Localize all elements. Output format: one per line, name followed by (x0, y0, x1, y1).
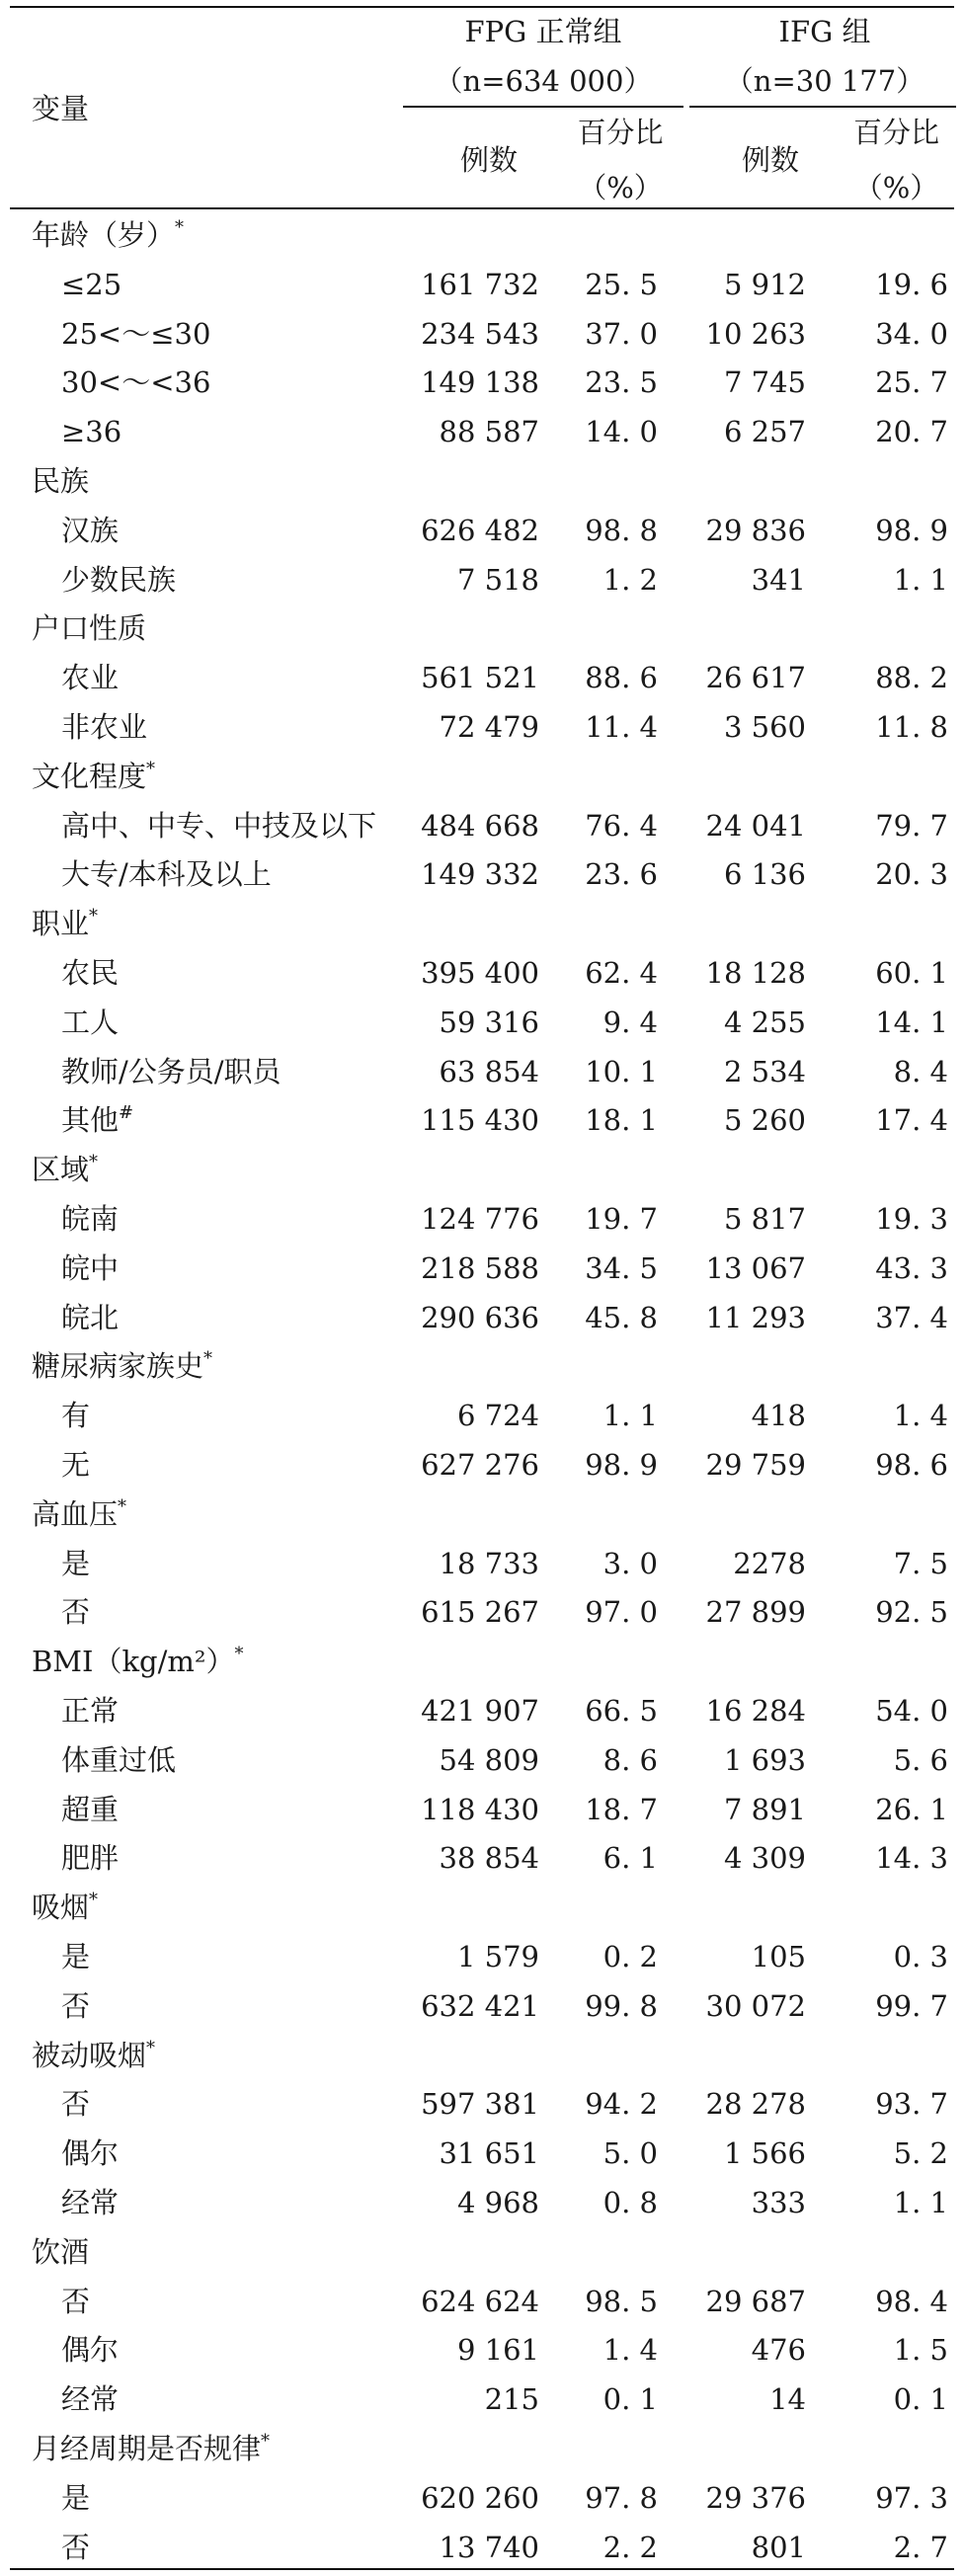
count-cell-ifg: 5 817 (723, 1202, 806, 1236)
header-bottom-rule (10, 207, 954, 209)
count-cell-ifg: 29 836 (705, 514, 806, 547)
row-sublabel (61, 260, 121, 309)
percent-cell-fpg: 98. 5 (585, 2285, 658, 2318)
row-sublabel (61, 849, 272, 899)
row-label-text: 汉族 (61, 514, 120, 547)
percent-cell-fpg: 66. 5 (585, 1694, 658, 1728)
row-label-text: 偶尔 (61, 2333, 120, 2367)
percent-cell-fpg: 62. 4 (585, 956, 658, 990)
row-label-text: 正常 (61, 1694, 120, 1728)
percent-cell-ifg: 1. 1 (893, 563, 948, 597)
row-sublabel (61, 653, 119, 702)
percent-cell-fpg: 23. 5 (585, 365, 658, 399)
significance-mark: * (234, 1644, 244, 1664)
percent-cell-ifg: 98. 6 (875, 1448, 948, 1482)
count-cell-fpg: 59 316 (439, 1006, 539, 1039)
row-sublabel (61, 1833, 119, 1883)
count-cell-fpg: 54 809 (439, 1743, 539, 1777)
row-sublabel (61, 1244, 119, 1293)
percent-cell-fpg: 98. 8 (585, 514, 658, 547)
row-group-label (32, 1341, 212, 1391)
row-group-label (32, 2424, 270, 2473)
count-cell-ifg: 28 278 (705, 2087, 806, 2121)
row-sublabel (61, 1391, 90, 1440)
percent-cell-fpg: 1. 4 (602, 2333, 658, 2367)
row-label-text: 经常 (61, 2186, 120, 2219)
row-group-label (32, 1637, 244, 1686)
count-cell-ifg: 1 566 (723, 2136, 806, 2170)
percent-cell-ifg: 92. 5 (875, 1595, 948, 1629)
count-cell-ifg: 11 293 (705, 1301, 806, 1334)
count-cell-ifg: 2 534 (723, 1055, 806, 1088)
percent-cell-ifg: 5. 2 (893, 2136, 948, 2170)
row-sublabel (61, 1440, 90, 1489)
row-sublabel (61, 2079, 90, 2129)
count-cell-ifg: 29 759 (705, 1448, 806, 1482)
row-label-text: ≥36 (61, 415, 122, 448)
row-sublabel (61, 801, 376, 850)
count-cell-fpg: 1 579 (456, 1940, 539, 1973)
percent-cell-fpg: 0. 8 (602, 2186, 658, 2219)
row-label-text: 否 (61, 2531, 91, 2564)
count-cell-ifg: 10 263 (705, 317, 806, 351)
percent-cell-ifg: 25. 7 (875, 365, 948, 399)
percent-cell-ifg: 8. 4 (893, 1055, 948, 1088)
count-cell-ifg: 6 136 (723, 857, 806, 891)
percent-cell-fpg: 99. 8 (585, 1989, 658, 2023)
percent-cell-ifg: 0. 3 (893, 1940, 948, 1973)
row-group-label (32, 2031, 155, 2080)
row-group-label (32, 899, 98, 948)
table-top-rule (10, 6, 954, 8)
row-group-label (32, 752, 155, 801)
header-group1-title: FPG 正常组 (464, 15, 622, 48)
count-cell-fpg: 234 543 (421, 317, 539, 351)
header-pct-2-line2: （%） (853, 171, 939, 204)
count-cell-fpg: 63 854 (439, 1055, 539, 1088)
percent-cell-ifg: 1. 1 (893, 2186, 948, 2219)
percent-cell-ifg: 19. 6 (875, 268, 948, 301)
count-cell-fpg: 290 636 (421, 1301, 539, 1334)
count-cell-ifg: 801 (751, 2531, 806, 2564)
header-count-2: 例数 (741, 143, 799, 177)
row-label-text: 皖中 (61, 1251, 120, 1285)
row-group-label (32, 1145, 98, 1194)
count-cell-fpg: 4 968 (456, 2186, 539, 2219)
percent-cell-ifg: 0. 1 (893, 2382, 948, 2416)
percent-cell-fpg: 0. 2 (602, 1940, 658, 1973)
row-label-text: 高中、中专、中技及以下 (61, 809, 377, 843)
significance-mark: * (261, 2431, 271, 2452)
row-label-text: 糖尿病家族史 (32, 1349, 204, 1383)
row-label-text: ≤25 (61, 268, 122, 301)
significance-mark: * (146, 759, 156, 779)
count-cell-ifg: 29 376 (705, 2481, 806, 2515)
row-sublabel (61, 555, 176, 604)
percent-cell-ifg: 20. 7 (875, 415, 948, 448)
row-sublabel (61, 407, 121, 456)
row-label-text: 无 (61, 1448, 91, 1482)
row-label-text: 皖北 (61, 1301, 120, 1334)
row-label-text: 是 (61, 2481, 91, 2515)
percent-cell-fpg: 25. 5 (585, 268, 658, 301)
count-cell-ifg: 2278 (733, 1547, 806, 1580)
header-pct-2-line1: 百分比 (852, 116, 939, 149)
percent-cell-ifg: 14. 1 (875, 1006, 948, 1039)
row-label-text: 超重 (61, 1793, 120, 1826)
row-label-text: 区域 (32, 1153, 90, 1186)
percent-cell-ifg: 5. 6 (893, 1743, 948, 1777)
count-cell-fpg: 615 267 (421, 1595, 539, 1629)
percent-cell-ifg: 60. 1 (875, 956, 948, 990)
percent-cell-fpg: 97. 8 (585, 2481, 658, 2515)
count-cell-ifg: 27 899 (705, 1595, 806, 1629)
significance-mark: * (89, 1152, 99, 1172)
row-sublabel (61, 1735, 176, 1785)
count-cell-fpg: 561 521 (421, 661, 539, 694)
percent-cell-ifg: 79. 7 (875, 809, 948, 843)
count-cell-ifg: 18 128 (705, 956, 806, 990)
header-variable: 变量 (32, 92, 90, 125)
count-cell-fpg: 149 332 (421, 857, 539, 891)
count-cell-fpg: 31 651 (439, 2136, 539, 2170)
count-cell-fpg: 124 776 (421, 1202, 539, 1236)
row-group-label (32, 1883, 98, 1932)
header-pct-1-line2: （%） (578, 171, 663, 204)
row-sublabel (61, 2178, 119, 2227)
significance-mark: # (119, 1102, 134, 1123)
row-label-text: 农业 (61, 661, 120, 694)
count-cell-fpg: 118 430 (421, 1793, 539, 1826)
percent-cell-fpg: 34. 5 (585, 1251, 658, 1285)
percent-cell-ifg: 11. 8 (875, 710, 948, 744)
percent-cell-fpg: 10. 1 (585, 1055, 658, 1088)
row-label-text: 体重过低 (61, 1743, 177, 1777)
count-cell-ifg: 476 (751, 2333, 806, 2367)
percent-cell-ifg: 19. 3 (875, 1202, 948, 1236)
row-sublabel (61, 309, 210, 359)
row-label-text: 吸烟 (32, 1891, 90, 1924)
significance-mark: * (118, 1496, 127, 1517)
row-label-text: 30<～<36 (61, 365, 211, 399)
row-label-text: 高血压 (32, 1497, 119, 1531)
percent-cell-fpg: 37. 0 (585, 317, 658, 351)
row-sublabel (61, 2325, 119, 2375)
count-cell-ifg: 333 (751, 2186, 806, 2219)
row-label-text: 文化程度 (32, 760, 147, 793)
percent-cell-fpg: 8. 6 (602, 1743, 658, 1777)
row-sublabel (61, 2523, 90, 2572)
percent-cell-ifg: 17. 4 (875, 1103, 948, 1137)
row-sublabel (61, 506, 119, 555)
count-cell-ifg: 30 072 (705, 1989, 806, 2023)
row-sublabel (61, 2277, 90, 2326)
percent-cell-fpg: 5. 0 (602, 2136, 658, 2170)
count-cell-ifg: 5 912 (723, 268, 806, 301)
row-label-text: 工人 (61, 1006, 120, 1039)
row-label-text: 年龄（岁） (32, 218, 176, 252)
row-label-text: 被动吸烟 (32, 2039, 147, 2072)
count-cell-fpg: 215 (484, 2382, 539, 2416)
header-group1-n: （n=634 000） (434, 64, 653, 98)
count-cell-ifg: 105 (751, 1940, 806, 1973)
count-cell-ifg: 14 (769, 2382, 806, 2416)
percent-cell-fpg: 2. 2 (602, 2531, 658, 2564)
percent-cell-ifg: 34. 0 (875, 317, 948, 351)
significance-mark: * (89, 1890, 99, 1910)
row-label-text: 偶尔 (61, 2136, 120, 2170)
count-cell-fpg: 597 381 (421, 2087, 539, 2121)
percent-cell-fpg: 45. 8 (585, 1301, 658, 1334)
count-cell-fpg: 624 624 (421, 2285, 539, 2318)
percent-cell-ifg: 93. 7 (875, 2087, 948, 2121)
count-cell-fpg: 88 587 (439, 415, 539, 448)
header-pct-1-line1: 百分比 (577, 116, 664, 149)
count-cell-ifg: 7 745 (723, 365, 806, 399)
percent-cell-ifg: 37. 4 (875, 1301, 948, 1334)
count-cell-fpg: 38 854 (439, 1841, 539, 1875)
row-label-text: 教师/公务员/职员 (61, 1055, 281, 1088)
row-label-text: 否 (61, 2087, 91, 2121)
row-group-label (32, 2227, 89, 2277)
row-label-text: 少数民族 (61, 563, 177, 597)
percent-cell-fpg: 6. 1 (602, 1841, 658, 1875)
count-cell-ifg: 7 891 (723, 1793, 806, 1826)
count-cell-ifg: 4 309 (723, 1841, 806, 1875)
row-sublabel (61, 358, 210, 407)
percent-cell-fpg: 88. 6 (585, 661, 658, 694)
significance-mark: * (146, 2038, 156, 2058)
percent-cell-fpg: 76. 4 (585, 809, 658, 843)
row-sublabel (61, 1539, 90, 1588)
row-group-label (32, 1489, 126, 1539)
header-group1-rule (403, 106, 683, 108)
count-cell-ifg: 13 067 (705, 1251, 806, 1285)
percent-cell-ifg: 20. 3 (875, 857, 948, 891)
count-cell-ifg: 1 693 (723, 1743, 806, 1777)
count-cell-fpg: 115 430 (421, 1103, 539, 1137)
row-label-text: 户口性质 (32, 611, 147, 645)
percent-cell-fpg: 19. 7 (585, 1202, 658, 1236)
row-label-text: 其他 (61, 1103, 120, 1137)
row-sublabel (61, 1981, 90, 2031)
percent-cell-fpg: 14. 0 (585, 415, 658, 448)
count-cell-fpg: 218 588 (421, 1251, 539, 1285)
percent-cell-fpg: 98. 9 (585, 1448, 658, 1482)
significance-mark: * (175, 217, 185, 238)
significance-mark: * (89, 906, 99, 926)
row-label-text: 职业 (32, 907, 90, 940)
header-group2-rule (689, 106, 956, 108)
count-cell-ifg: 3 560 (723, 710, 806, 744)
row-sublabel (61, 998, 119, 1047)
percent-cell-fpg: 0. 1 (602, 2382, 658, 2416)
count-cell-ifg: 341 (751, 563, 806, 597)
percent-cell-ifg: 88. 2 (875, 661, 948, 694)
header-group2-title: IFG 组 (778, 15, 871, 48)
percent-cell-ifg: 2. 7 (893, 2531, 948, 2564)
count-cell-fpg: 72 479 (439, 710, 539, 744)
row-group-label (32, 210, 184, 260)
percent-cell-ifg: 97. 3 (875, 2481, 948, 2515)
row-sublabel (61, 2473, 90, 2523)
row-sublabel (61, 1194, 119, 1244)
row-label-text: 饮酒 (32, 2235, 90, 2269)
count-cell-fpg: 632 421 (421, 1989, 539, 2023)
count-cell-ifg: 26 617 (705, 661, 806, 694)
percent-cell-ifg: 43. 3 (875, 1251, 948, 1285)
significance-mark: * (203, 1348, 213, 1369)
row-sublabel (61, 702, 147, 752)
percent-cell-fpg: 3. 0 (602, 1547, 658, 1580)
count-cell-ifg: 418 (751, 1399, 806, 1432)
row-label-text: 民族 (32, 464, 90, 498)
row-label-text: 非农业 (61, 710, 148, 744)
row-group-label (32, 604, 146, 653)
percent-cell-fpg: 11. 4 (585, 710, 658, 744)
row-label-text: 有 (61, 1399, 91, 1432)
count-cell-ifg: 24 041 (705, 809, 806, 843)
count-cell-fpg: 9 161 (456, 2333, 539, 2367)
row-label-text: 肥胖 (61, 1841, 120, 1875)
percent-cell-fpg: 97. 0 (585, 1595, 658, 1629)
count-cell-ifg: 6 257 (723, 415, 806, 448)
percent-cell-fpg: 23. 6 (585, 857, 658, 891)
header-group2-n: （n=30 177） (724, 64, 925, 98)
header-count-1: 例数 (459, 143, 518, 177)
row-label-text: 大专/本科及以上 (61, 857, 272, 891)
count-cell-fpg: 421 907 (421, 1694, 539, 1728)
count-cell-fpg: 13 740 (439, 2531, 539, 2564)
count-cell-fpg: 18 733 (439, 1547, 539, 1580)
percent-cell-fpg: 1. 1 (602, 1399, 658, 1432)
row-label-text: 否 (61, 1989, 91, 2023)
percent-cell-ifg: 1. 5 (893, 2333, 948, 2367)
row-label-text: 农民 (61, 956, 120, 990)
count-cell-fpg: 7 518 (456, 563, 539, 597)
row-label-text: 25<～≤30 (61, 317, 211, 351)
percent-cell-ifg: 98. 4 (875, 2285, 948, 2318)
percent-cell-fpg: 94. 2 (585, 2087, 658, 2121)
row-label-text: BMI（kg/m²） (32, 1645, 235, 1678)
row-label-text: 皖南 (61, 1202, 120, 1236)
row-sublabel (61, 2375, 119, 2424)
count-cell-fpg: 620 260 (421, 2481, 539, 2515)
count-cell-fpg: 161 732 (421, 268, 539, 301)
row-label-text: 是 (61, 1940, 91, 1973)
row-label-text: 否 (61, 2285, 91, 2318)
percent-cell-fpg: 18. 1 (585, 1103, 658, 1137)
row-sublabel (61, 1095, 133, 1145)
count-cell-fpg: 149 138 (421, 365, 539, 399)
percent-cell-ifg: 1. 4 (893, 1399, 948, 1432)
row-group-label (32, 456, 89, 506)
row-label-text: 经常 (61, 2382, 120, 2416)
row-sublabel (61, 1932, 90, 1981)
count-cell-fpg: 626 482 (421, 514, 539, 547)
row-sublabel (61, 1587, 90, 1637)
percent-cell-ifg: 26. 1 (875, 1793, 948, 1826)
count-cell-fpg: 395 400 (421, 956, 539, 990)
percent-cell-ifg: 99. 7 (875, 1989, 948, 2023)
percent-cell-ifg: 54. 0 (875, 1694, 948, 1728)
row-sublabel (61, 2129, 119, 2178)
count-cell-ifg: 4 255 (723, 1006, 806, 1039)
percent-cell-ifg: 98. 9 (875, 514, 948, 547)
row-label-text: 月经周期是否规律 (32, 2432, 262, 2465)
row-sublabel (61, 948, 119, 998)
row-sublabel (61, 1785, 119, 1834)
count-cell-fpg: 627 276 (421, 1448, 539, 1482)
count-cell-ifg: 16 284 (705, 1694, 806, 1728)
row-sublabel (61, 1293, 119, 1342)
row-label-text: 否 (61, 1595, 91, 1629)
count-cell-fpg: 484 668 (421, 809, 539, 843)
row-label-text: 是 (61, 1547, 91, 1580)
percent-cell-fpg: 9. 4 (602, 1006, 658, 1039)
count-cell-ifg: 5 260 (723, 1103, 806, 1137)
percent-cell-ifg: 14. 3 (875, 1841, 948, 1875)
count-cell-fpg: 6 724 (456, 1399, 539, 1432)
count-cell-ifg: 29 687 (705, 2285, 806, 2318)
row-sublabel (61, 1686, 119, 1735)
percent-cell-fpg: 18. 7 (585, 1793, 658, 1826)
table-bottom-rule (10, 2568, 954, 2570)
percent-cell-ifg: 7. 5 (893, 1547, 948, 1580)
row-sublabel (61, 1047, 281, 1096)
percent-cell-fpg: 1. 2 (602, 563, 658, 597)
